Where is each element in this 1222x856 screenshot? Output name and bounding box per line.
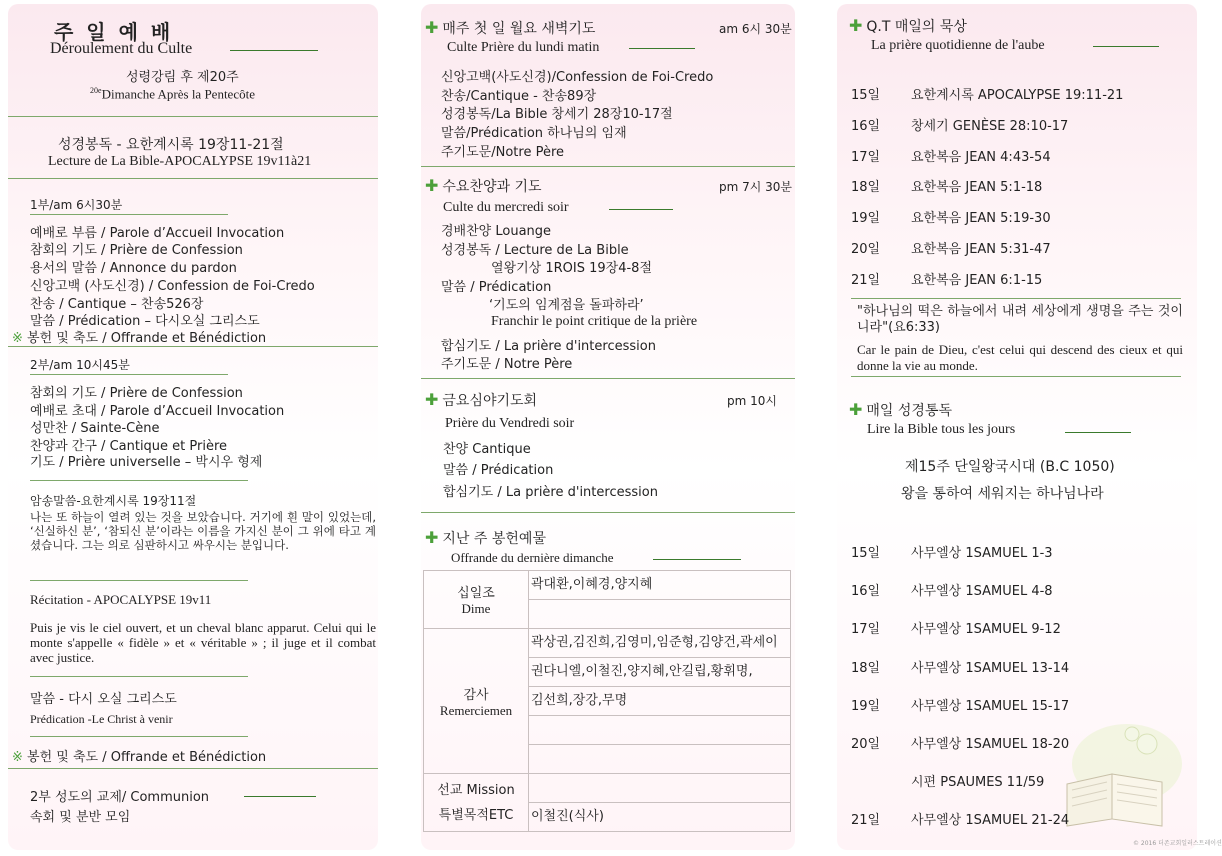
liturgical-week-ko: 성령강림 후 제20주: [126, 70, 239, 85]
day-label: 17일: [851, 149, 881, 165]
dawn-item: 성경봉독/La Bible 창세기 28장10-17절: [441, 107, 673, 122]
verse-ko: "하나님의 떡은 하늘에서 내려 세상에게 생명을 주는 것이니라"(요6:33): [857, 304, 1183, 335]
day-label: 20일: [851, 242, 881, 257]
fri-item: 찬양 Cantique: [443, 442, 531, 457]
weekday-services-panel: [421, 4, 795, 850]
day-label: 15일: [851, 546, 881, 561]
divider: [1093, 46, 1159, 47]
wed-sermon-title-fr: Franchir le point critique de la prière: [491, 314, 698, 329]
recitation-text: Puis je vis le ciel ouvert, et un cheval blanc apparut. Celui qui le monte s'appelle « fidèle » et « véritable » ; il juge et il combat avec justice.: [30, 620, 376, 665]
daily-theme: 왕을 통하여 세워지는 하나님나라: [901, 486, 1104, 502]
day-label: 21일: [851, 272, 881, 288]
day-label: 20일: [851, 737, 881, 752]
service1-item: 예배로 부름 / Parole d’Accueil Invocation: [30, 226, 285, 241]
fri-subtitle: Prière du Vendredi soir: [445, 416, 575, 431]
tithe-row: 곽대환,이혜경,양지혜: [529, 571, 791, 600]
divider: [8, 178, 378, 179]
cross-icon: ✚: [849, 16, 863, 35]
divider: [851, 298, 1181, 299]
mission-label: 선교 Mission 특별목적ETC: [424, 774, 529, 832]
offering-title-row: ✚ 지난 주 봉헌예물: [425, 528, 546, 547]
cross-icon: ✚: [425, 528, 439, 547]
sermon-ko: 말씀 - 다시 오실 그리스도: [30, 692, 177, 707]
dawn-item: 찬송/Cantique - 찬송89장: [441, 89, 597, 104]
wed-reading-ref: 열왕기상 1ROIS 19장4-8절: [491, 261, 653, 276]
wed-reading: 성경봉독 / Lecture de La Bible: [441, 243, 629, 258]
divider: [30, 480, 248, 481]
wed-sermon: 말씀 / Prédication: [441, 280, 552, 295]
reading-reference: 요한복음 JEAN 5:19-30: [911, 211, 1051, 227]
reading-reference: 요한복음 JEAN 6:1-15: [911, 272, 1043, 288]
copyright: © 2016 더존교회일러스트레이션: [1133, 840, 1222, 847]
daily-subtitle: Lire la Bible tous les jours: [867, 422, 1016, 437]
wed-title-row: ✚ 수요찬양과 기도: [425, 176, 542, 195]
service1-item: 참회의 기도 / Prière de Confession: [30, 243, 243, 258]
fri-item: 말씀 / Prédication: [443, 463, 554, 478]
service2-item: 참회의 기도 / Prière de Confession: [30, 386, 243, 401]
day-label: 19일: [851, 211, 881, 227]
special-row: 이철진(식사): [529, 803, 791, 832]
divider: [230, 50, 318, 51]
reading-ko: 성경봉독 - 요한계시록 19장11-21절: [58, 137, 284, 153]
tithe-label: 십일조 Dime: [424, 571, 529, 629]
day-label: 15일: [851, 88, 881, 103]
service1-item: 말씀 / Prédication – 다시오실 그리스도: [30, 314, 260, 329]
cross-icon: ✚: [425, 18, 439, 37]
asterisk-icon: ※: [12, 750, 23, 765]
service2-item: 기도 / Prière universelle – 박시우 형제: [30, 455, 263, 470]
mission-row: [529, 774, 791, 803]
divider: [8, 346, 378, 347]
dawn-item: 말씀/Prédication 하나님의 임재: [441, 126, 627, 141]
qt-subtitle: La prière quotidienne de l'aube: [871, 38, 1045, 53]
cross-icon: ✚: [849, 400, 863, 419]
divider: [8, 116, 378, 117]
wed-time: pm 7시 30분: [719, 180, 793, 194]
divider: [8, 768, 378, 769]
day-label: 21일: [851, 813, 881, 829]
asterisk-icon: ※: [12, 331, 23, 346]
day-label: 16일: [851, 118, 881, 134]
divider: [244, 796, 316, 797]
cross-icon: ✚: [425, 390, 439, 409]
reading-reference: 창세기 GENÈSE 28:10-17: [911, 118, 1069, 134]
dawn-item: 주기도문/Notre Père: [441, 145, 565, 160]
service2-item: 성만찬 / Sainte-Cène: [30, 421, 160, 436]
panel-title: 주 일 예 배: [54, 20, 174, 44]
divider: [851, 376, 1181, 377]
divider: [609, 209, 673, 210]
divider: [629, 48, 695, 49]
service2-header: 2부/am 10시45분: [30, 358, 130, 372]
tithe-row: [529, 600, 791, 629]
thanks-row: [529, 745, 791, 774]
reading-reference: 요한복음 JEAN 5:1-18: [911, 180, 1043, 196]
service1-offering: ※ 봉헌 및 축도 / Offrande et Bénédiction: [12, 331, 267, 346]
daily-week: 제15주 단일왕국시대 (B.C 1050): [905, 459, 1115, 475]
divider: [653, 559, 741, 560]
daily-reading-panel: [837, 4, 1222, 850]
divider: [421, 512, 795, 513]
divider: [30, 676, 248, 677]
day-label: 17일: [851, 622, 881, 638]
service1-header: 1부/am 6시30분: [30, 198, 123, 212]
fri-title-row: ✚ 금요심야기도회: [425, 390, 538, 409]
thanks-row: 곽상권,김진희,김영미,임준형,김양건,곽세이: [529, 629, 791, 658]
sunday-service-panel: [8, 4, 378, 850]
divider: [1065, 432, 1131, 433]
dawn-subtitle: Culte Prière du lundi matin: [447, 40, 600, 55]
wed-sermon-title-ko: ‘기도의 임계점을 돌파하라’: [489, 298, 644, 313]
dawn-item: 신앙고백(사도신경)/Confession de Foi-Credo: [441, 70, 714, 85]
reading-reference: 사무엘상 1SAMUEL 15-17: [911, 698, 1070, 714]
divider: [421, 166, 795, 167]
service1-item: 찬송 / Cantique – 찬송526장: [30, 297, 204, 312]
divider: [30, 214, 228, 215]
divider: [30, 736, 248, 737]
sermon-fr: Prédication -Le Christ à venir: [30, 712, 173, 726]
divider: [30, 374, 228, 375]
thanks-label: 감사 Remerciemen: [424, 629, 529, 774]
dawn-time: am 6시 30분: [719, 22, 792, 36]
reading-reference: 요한복음 JEAN 4:43-54: [911, 149, 1051, 165]
memory-verse-header: 암송말씀-요한계시록 19장11절: [30, 494, 197, 508]
meeting: 속회 및 분반 모임: [30, 810, 131, 825]
reading-reference: 요한계시록 APOCALYPSE 19:11-21: [911, 88, 1124, 103]
day-label: 19일: [851, 698, 881, 714]
thanks-row: 김선희,장강,무명: [529, 687, 791, 716]
cross-icon: ✚: [425, 176, 439, 195]
thanks-row: 권다니엘,이철진,양지혜,안길립,황휘명,: [529, 658, 791, 687]
reading-reference: 사무엘상 1SAMUEL 4-8: [911, 584, 1053, 600]
divider: [30, 580, 248, 581]
service2-item: 찬양과 간구 / Cantique et Prière: [30, 439, 228, 454]
day-label: 18일: [851, 660, 881, 676]
fri-time: pm 10시: [727, 394, 777, 408]
offering-subtitle: Offrande du dernière dimanche: [451, 550, 614, 565]
memory-verse-text: 나는 또 하늘이 열려 있는 것을 보았습니다. 거기에 흰 말이 있었는데, ‘신실하신 분’, ‘참되신 분’이라는 이름을 가지신 분이 그 위에 타고 계셨습니다. 그는 의로 심판하시고 싸우시는 분입니다.: [30, 510, 376, 552]
reading-reference: 사무엘상 1SAMUEL 21-24: [911, 813, 1070, 829]
offering-benediction: ※ 봉헌 및 축도 / Offrande et Bénédiction: [12, 750, 267, 765]
qt-title-row: ✚ Q.T 매일의 묵상: [849, 16, 967, 35]
reading-fr: Lecture de La Bible-APOCALYPSE 19v11à21: [48, 154, 312, 169]
thanks-row: [529, 716, 791, 745]
day-label: 18일: [851, 180, 881, 196]
reading-reference: 시편 PSAUMES 11/59: [911, 775, 1045, 791]
wed-lords-prayer: 주기도문 / Notre Père: [441, 357, 573, 372]
daily-title-row: ✚ 매일 성경통독: [849, 400, 953, 419]
service1-item: 신앙고백 (사도신경) / Confession de Foi-Credo: [30, 279, 315, 294]
service2-item: 예배로 초대 / Parole d’Accueil Invocation: [30, 404, 285, 419]
wed-praise: 경배찬양 Louange: [441, 224, 552, 239]
wed-prayer: 합심기도 / La prière d'intercession: [441, 339, 656, 354]
dawn-title-row: ✚ 매주 첫 일 월요 새벽기도: [425, 18, 596, 37]
verse-fr: Car le pain de Dieu, c'est celui qui descend des cieux et qui donne la vie au monde.: [857, 342, 1183, 373]
divider: [421, 378, 795, 379]
reading-reference: 사무엘상 1SAMUEL 18-20: [911, 737, 1070, 752]
recitation-header: Récitation - APOCALYPSE 19v11: [30, 592, 212, 607]
reading-reference: 사무엘상 1SAMUEL 9-12: [911, 622, 1061, 638]
day-label: 16일: [851, 584, 881, 600]
panel-subtitle: Déroulement du Culte: [50, 40, 193, 57]
fri-item: 합심기도 / La prière d'intercession: [443, 485, 658, 500]
reading-reference: 사무엘상 1SAMUEL 1-3: [911, 546, 1053, 561]
offering-table: [423, 570, 791, 832]
liturgical-week-fr: $^{20e}$Dimanche Après la Pentecôte: [90, 86, 255, 102]
communion: 2부 성도의 교제/ Communion: [30, 790, 210, 805]
wed-subtitle: Culte du mercredi soir: [443, 200, 569, 215]
service1-item: 용서의 말씀 / Annonce du pardon: [30, 261, 237, 276]
reading-reference: 사무엘상 1SAMUEL 13-14: [911, 660, 1070, 676]
reading-reference: 요한복음 JEAN 5:31-47: [911, 242, 1051, 257]
